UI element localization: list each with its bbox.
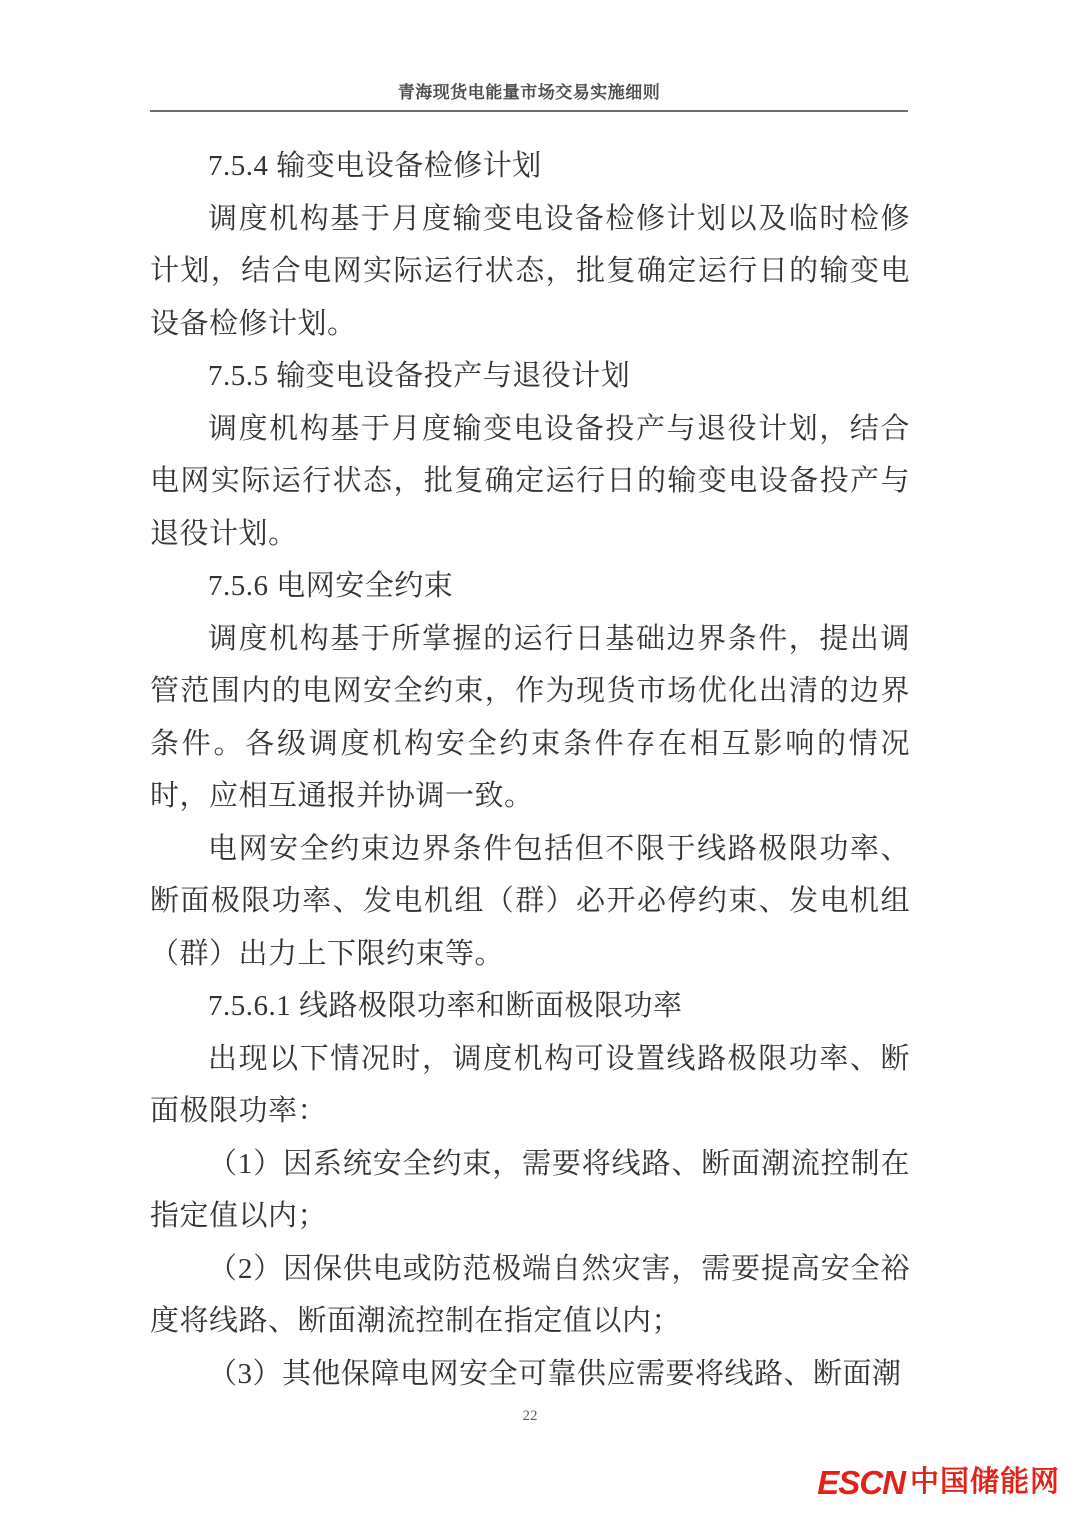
paragraph: （1）因系统安全约束，需要将线路、断面潮流控制在指定值以内；	[150, 1147, 910, 1232]
page-number: 22	[522, 1408, 538, 1424]
section-heading: 7.5.6.1 线路极限功率和断面极限功率	[208, 990, 683, 1022]
section-heading: 7.5.4 输变电设备检修计划	[208, 150, 542, 182]
section-heading: 7.5.6 电网安全约束	[208, 570, 454, 602]
paragraph: 电网安全约束边界条件包括但不限于线路极限功率、断面极限功率、发电机组（群）必开必停约束、发电机组（群）出力上下限约束等。	[150, 832, 910, 970]
paragraph: 调度机构基于月度输变电设备投产与退役计划，结合电网实际运行状态，批复确定运行日的输变电设备投产与退役计划。	[150, 412, 910, 550]
escn-logo-latin: ESCN	[817, 1464, 905, 1501]
running-header-title: 青海现货电能量市场交易实施细则	[397, 83, 661, 102]
paragraph: 调度机构基于所掌握的运行日基础边界条件，提出调管范围内的电网安全约束，作为现货市场优化出清的边界条件。各级调度机构安全约束条件存在相互影响的情况时，应相互通报并协调一致。	[150, 622, 910, 812]
escn-logo-cjk: 中国储能网	[909, 1466, 1060, 1498]
paragraph: 调度机构基于月度输变电设备检修计划以及临时检修计划，结合电网实际运行状态，批复确定运行日的输变电设备检修计划。	[150, 202, 910, 340]
document-body	[150, 140, 910, 1400]
page-header	[150, 78, 908, 112]
paragraph: 出现以下情况时，调度机构可设置线路极限功率、断面极限功率：	[150, 1042, 910, 1127]
section-heading: 7.5.5 输变电设备投产与退役计划	[208, 360, 631, 392]
paragraph: （3）其他保障电网安全可靠供应需要将线路、断面潮	[208, 1357, 902, 1390]
paragraph: （2）因保供电或防范极端自然灾害，需要提高安全裕度将线路、断面潮流控制在指定值以内；	[150, 1252, 910, 1337]
escn-logo	[817, 1466, 1060, 1499]
